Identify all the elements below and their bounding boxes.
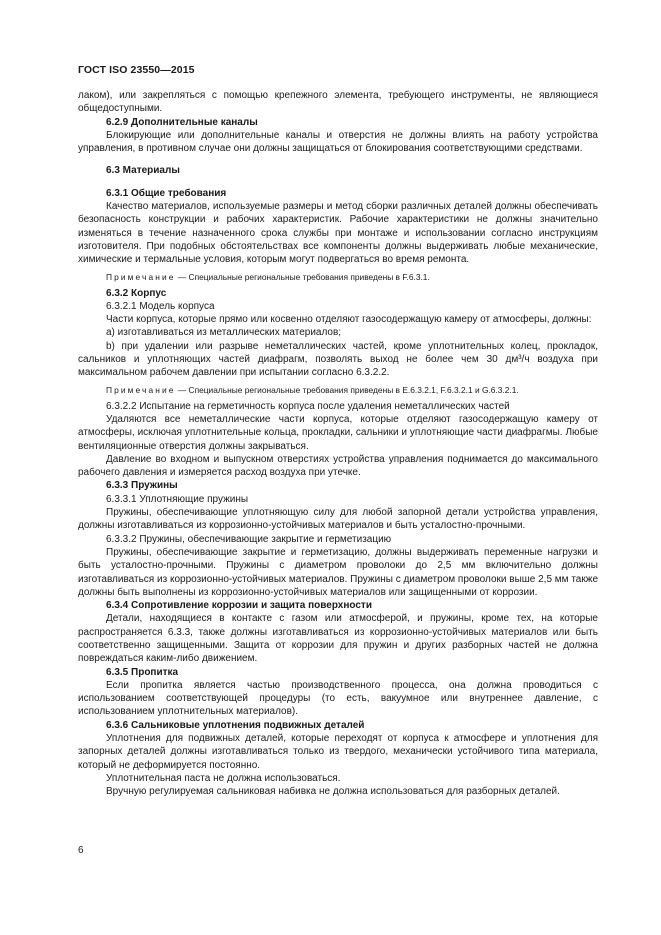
section-heading: 6.3.4 Сопротивление коррозии и защита поверхности [106, 600, 372, 612]
paragraph: Вручную регулируемая сальниковая набивка не должна использоваться для разборных деталей. [106, 786, 560, 798]
paragraph: Пружины, обеспечивающие уплотняющую силу для любой запорной детали устройства управления, должны изготавливаться из коррозионно-устойчивых материалов и быть усталостно-прочными. [78, 507, 598, 532]
paragraph: a) изготавливаться из металлических материалов; [106, 327, 342, 339]
section-heading: 6.3.6 Сальниковые уплотнения подвижных деталей [106, 719, 365, 731]
document-body [78, 89, 598, 799]
paragraph: Удаляются все неметаллические части корпуса, которые отделяют газосодержащую камеру от атмосферы, исключая уплотнительные кольца, прокладки, сальники и уплотняющие части диафрагмы. Любые вентиляционные отверстия должны закрываться. [78, 413, 598, 452]
note-text: — Специальные региональные требования приведены в F.6.3.1. [177, 271, 430, 282]
document-header: ГОСТ ISO 23550—2015 [78, 64, 195, 76]
section-heading: 6.3.5 Пропитка [106, 666, 179, 678]
section-heading: 6.3.2 Корпус [106, 287, 167, 299]
paragraph: Пружины, обеспечивающие закрытие и герметизацию, должны выдерживать переменные нагрузки и быть усталостно-прочными. Пружины с диаметром проволоки до 2,5 мм включительно должны изготавливаться из коррозионно-устойчивых материалов. Пружины с диаметром проволоки выше 2,5 мм также должны быть выполнены из коррозионно-устойчивых материалов или защищенными от коррозии. [78, 546, 598, 598]
paragraph: Давление во входном и выпускном отверстиях устройства управления поднимается до максимального рабочего давления и измеряется расход воздуха при утечке. [78, 453, 598, 479]
paragraph: лаком), или закрепляться с помощью крепежного элемента, требующего инструменты, не являющиеся общедоступными. [78, 90, 598, 115]
section-heading: 6.3 Материалы [106, 165, 180, 177]
paragraph: Уплотнения для подвижных деталей, которые переходят от корпуса к атмосфере и уплотнения для запорных деталей должны изготавливаться только из твердого, механически устойчивого типа материала, который не деформируется постоянно. [78, 733, 598, 771]
subsection-title: 6.3.3.2 Пружины, обеспечивающие закрытие и герметизацию [106, 533, 392, 545]
paragraph: Если пропитка является частью производственного процесса, она должна проводиться с использованием соответствующей процедуры (то есть, вакуумное или внутреннее давление, с использованием уплотнительных материалов). [78, 679, 598, 718]
paragraph: Качество материалов, используемые размеры и метод сборки различных деталей должны обеспечивать безопасность конструкции и рабочих характеристик. Рабочие характеристики не должны значительно изменяться в течение назначенного срока службы при монтаже и использовании согласно инструкциям изготовителя. При подобных обстоятельствах все компоненты должны выдерживать любые механические, химические и термальные условия, которым могут подвергаться во время ремонта. [78, 201, 598, 266]
subsection-title: 6.3.2.2 Испытание на герметичность корпуса после удаления неметаллических частей [106, 400, 510, 412]
note-text: — Специальные региональные требования приведены в E.6.3.2.1, F.6.3.2.1 и G.6.3.2.1. [177, 384, 519, 395]
paragraph: b) при удалении или разрыве неметаллических частей, кроме уплотнительных колец, прокладок, сальников и уплотняющих частей диафрагм, позволять выход не более чем 30 дм³/ч воздуха при максимальном рабочем давлении при испытании согласно 6.3.2.2. [78, 340, 598, 379]
note [78, 271, 598, 283]
section-heading: 6.2.9 Дополнительные каналы [106, 116, 258, 128]
page-number: 6 [78, 845, 84, 856]
paragraph: Блокирующие или дополнительные каналы и отверстия не должны влиять на работу устройства управления, в противном случае они должны защищаться от блокирования соответствующими средствами. [78, 129, 598, 155]
section-heading: 6.3.3 Пружины [106, 480, 178, 492]
paragraph: Детали, находящиеся в контакте с газом или атмосферой, и пружины, кроме тех, на которые распространяется 6.3.3, также должны изготавливаться из коррозионно-устойчивых материалов или быть соответственно защищенными. Защита от коррозии для пружин и других разборных частей не должна повреждаться каким-либо движением. [78, 613, 598, 665]
note-label: Примечание [106, 384, 176, 395]
subsection-title: 6.3.3.1 Уплотняющие пружины [106, 493, 249, 505]
paragraph: Уплотнительная паста не должна использоваться. [106, 772, 341, 784]
note [78, 384, 598, 396]
subsection-title: 6.3.2.1 Модель корпуса [106, 300, 215, 312]
section-heading: 6.3.1 Общие требования [106, 187, 227, 199]
note-label: Примечание [106, 271, 176, 282]
paragraph: Части корпуса, которые прямо или косвенно отделяют газосодержащую камеру от атмосферы, должны: [106, 314, 592, 326]
